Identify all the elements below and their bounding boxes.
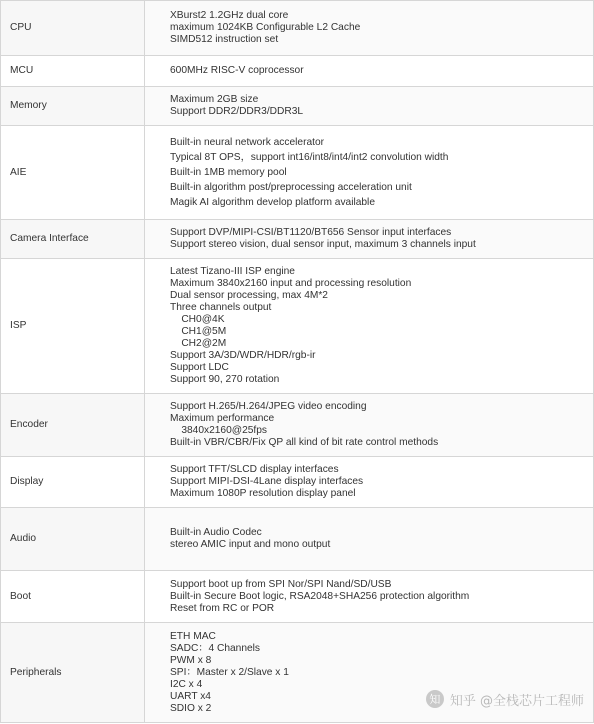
- value-line: Latest Tizano-III ISP engine: [170, 266, 295, 277]
- row-encoder: [1, 394, 594, 457]
- row-value: [145, 1, 594, 56]
- row-camera-interface: [1, 220, 594, 259]
- zhihu-logo-icon: 知: [426, 690, 444, 708]
- value-line: Built-in 1MB memory pool: [170, 166, 287, 178]
- value-line: Support stereo vision, dual sensor input, maximum 3 channels input: [170, 239, 476, 250]
- value-line: Maximum performance: [170, 413, 275, 424]
- value-line: I2C x 4: [170, 678, 203, 690]
- row-memory: [1, 87, 594, 126]
- row-label: MCU: [1, 56, 145, 87]
- value-line: Support DDR2/DDR3/DDR3L: [170, 106, 304, 117]
- row-label: Audio: [1, 508, 145, 571]
- value-line: Magik AI algorithm develop platform available: [170, 196, 375, 208]
- value-line: SDIO x 2: [170, 702, 212, 714]
- value-line: PWM x 8: [170, 654, 212, 666]
- value-line: Support TFT/SLCD display interfaces: [170, 464, 339, 475]
- value-line: Built-in neural network accelerator: [170, 136, 325, 148]
- row-label: AIE: [1, 126, 145, 220]
- value-line: UART x4: [170, 690, 211, 702]
- row-label: Display: [1, 457, 145, 508]
- value-line: Typical 8T OPS，support int16/int8/int4/int2 convolution width: [170, 151, 449, 163]
- row-audio: [1, 508, 594, 571]
- value-line: SADC：4 Channels: [170, 642, 261, 654]
- row-isp: [1, 259, 594, 394]
- watermark-text: 知乎 @全栈芯片工程师: [449, 693, 584, 709]
- value-line: CH1@5M: [170, 326, 227, 337]
- row-value: [145, 457, 594, 508]
- row-value: [145, 259, 594, 394]
- row-label: Encoder: [1, 394, 145, 457]
- value-line: Maximum 3840x2160 input and processing resolution: [170, 278, 412, 289]
- value-line: Support 3A/3D/WDR/HDR/rgb-ir: [170, 350, 316, 361]
- value-line: 3840x2160@25fps: [170, 425, 268, 436]
- value-line: Support DVP/MIPI-CSI/BT1120/BT656 Sensor input interfaces: [170, 227, 452, 238]
- value-line: CH2@2M: [170, 338, 227, 349]
- row-aie: [1, 126, 594, 220]
- value-line: CH0@4K: [170, 314, 225, 325]
- value-line: Reset from RC or POR: [170, 602, 275, 614]
- watermark: [426, 688, 584, 710]
- row-value: [145, 126, 594, 220]
- row-label: CPU: [1, 1, 145, 56]
- row-label: ISP: [1, 259, 145, 394]
- value-line: Support MIPI-DSI-4Lane display interfaces: [170, 476, 364, 487]
- value-line: SIMD512 instruction set: [170, 34, 279, 45]
- row-value: [145, 508, 594, 571]
- value-line: Support LDC: [170, 362, 229, 373]
- row-value: [145, 220, 594, 259]
- row-boot: [1, 571, 594, 623]
- value-line: maximum 1024KB Configurable L2 Cache: [170, 22, 361, 33]
- value-line: ETH MAC: [170, 630, 216, 642]
- value-line: XBurst2 1.2GHz dual core: [170, 10, 289, 21]
- row-value: [145, 571, 594, 623]
- row-value: [145, 394, 594, 457]
- value-line: Built-in Audio Codec: [170, 527, 262, 538]
- value-line: Built-in algorithm post/preprocessing acceleration unit: [170, 181, 412, 193]
- row-cpu: [1, 1, 594, 56]
- value-line: SPI：Master x 2/Slave x 1: [170, 666, 289, 678]
- value-line: Maximum 1080P resolution display panel: [170, 488, 356, 499]
- row-value: [145, 56, 594, 87]
- row-label: Camera Interface: [1, 220, 145, 259]
- row-display: [1, 457, 594, 508]
- value-line: 600MHz RISC-V coprocessor: [170, 65, 304, 76]
- row-label: Peripherals: [1, 623, 145, 723]
- value-line: stereo AMIC input and mono output: [170, 539, 331, 550]
- value-line: Three channels output: [170, 302, 272, 313]
- row-value: [145, 87, 594, 126]
- value-line: Built-in Secure Boot logic, RSA2048+SHA256 protection algorithm: [170, 590, 470, 602]
- value-line: Built-in VBR/CBR/Fix QP all kind of bit rate control methods: [170, 437, 439, 448]
- value-line: Support boot up from SPI Nor/SPI Nand/SD/USB: [170, 578, 392, 590]
- value-line: Dual sensor processing, max 4M*2: [170, 290, 328, 301]
- value-line: Maximum 2GB size: [170, 94, 259, 105]
- row-label: Memory: [1, 87, 145, 126]
- value-line: Support H.265/H.264/JPEG video encoding: [170, 401, 367, 412]
- value-line: Support 90, 270 rotation: [170, 374, 280, 385]
- row-label: Boot: [1, 571, 145, 623]
- row-mcu: [1, 56, 594, 87]
